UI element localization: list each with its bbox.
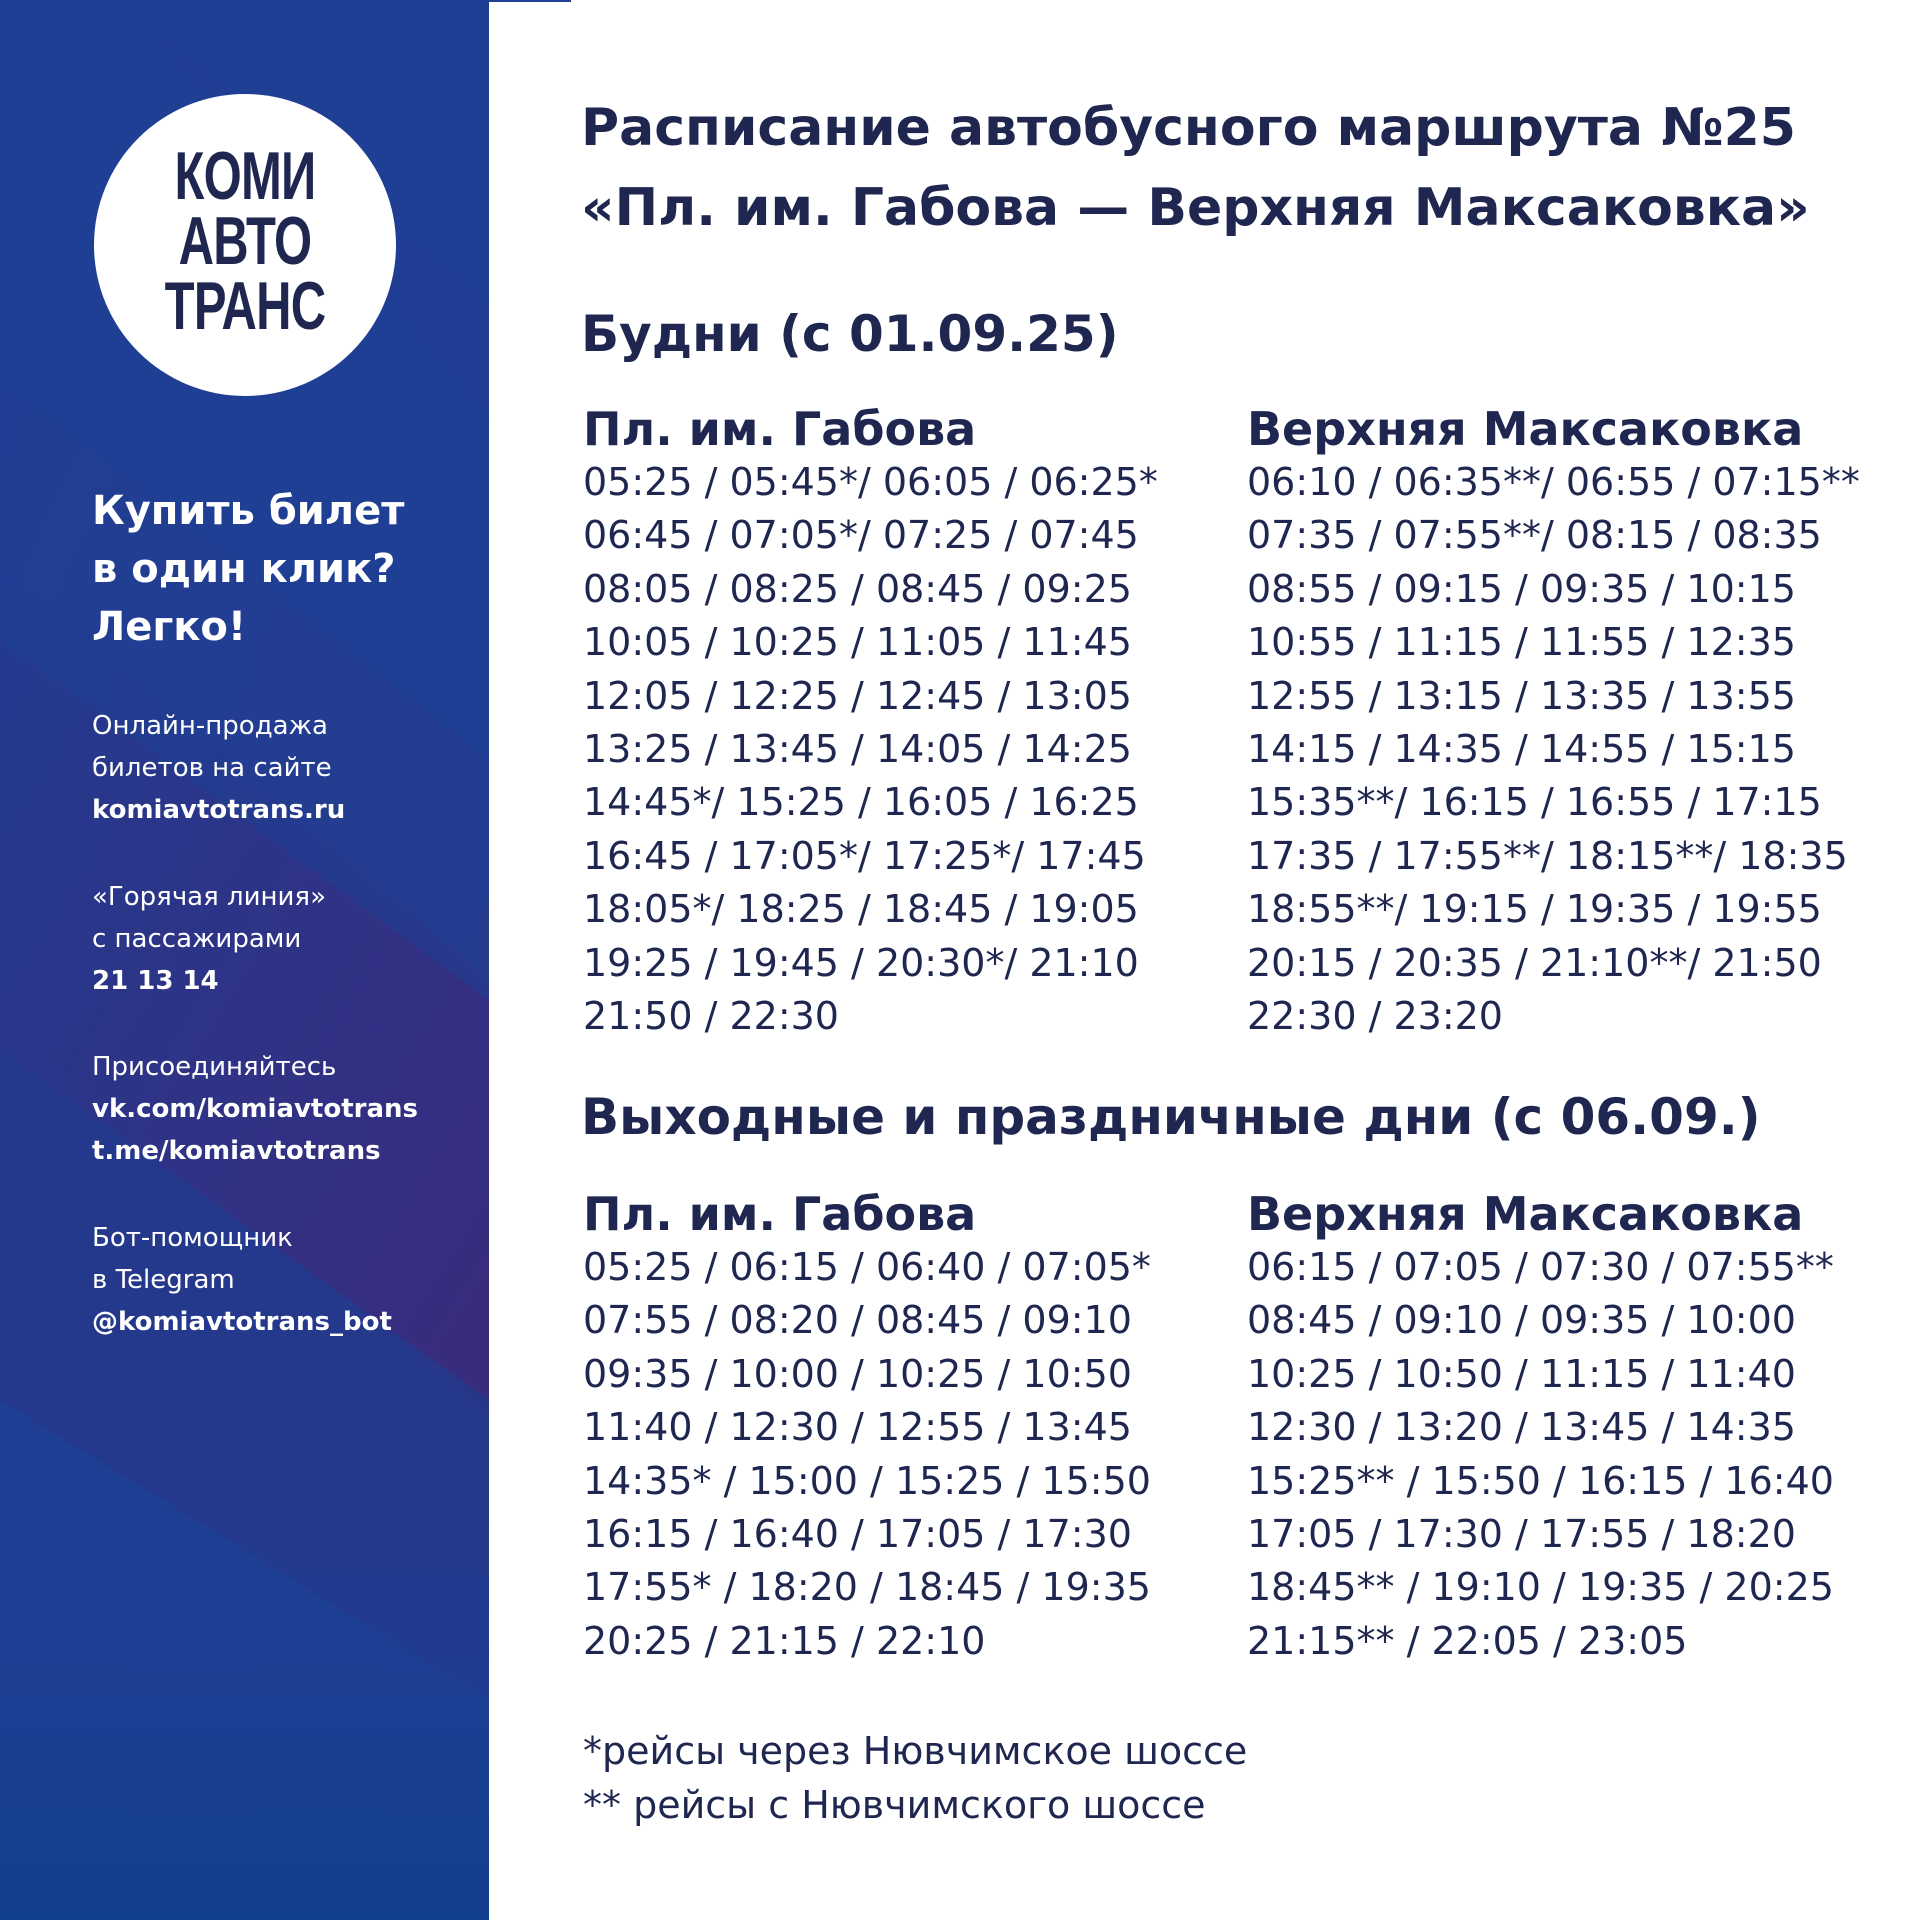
footnotes — [583, 1724, 1247, 1832]
weekday-gabova-column — [583, 400, 1223, 1043]
website-link[interactable]: komiavtotrans.ru — [92, 795, 346, 825]
weekend-maksakovka-times-row: 17:05 / 17:30 / 17:55 / 18:20 — [1247, 1512, 1796, 1557]
weekend-gabova-times-row: 05:25 / 06:15 / 06:40 / 07:05* — [583, 1245, 1151, 1289]
weekday-maksakovka-times-row: 15:35**/ 16:15 / 16:55 / 17:15 — [1247, 780, 1822, 825]
bot-block — [92, 1217, 482, 1343]
weekend-gabova-heading: Пл. им. Габова — [583, 1187, 977, 1241]
weekday-maksakovka-times-row: 18:55**/ 19:15 / 19:35 / 19:55 — [1247, 887, 1822, 932]
top-divider — [489, 0, 571, 2]
page-title — [581, 88, 1881, 248]
weekend-gabova-times-row: 11:40 / 12:30 / 12:55 / 13:45 — [583, 1405, 1132, 1450]
weekday-section-title: Будни (с 01.09.25) — [581, 305, 1119, 363]
promo-line-2: в один клик? — [92, 546, 396, 592]
weekday-gabova-times-row: 06:45 / 07:05*/ 07:25 / 07:45 — [583, 513, 1139, 558]
telegram-link[interactable]: t.me/komiavtotrans — [92, 1136, 381, 1166]
weekend-maksakovka-times-row: 06:15 / 07:05 / 07:30 / 07:55** — [1247, 1245, 1834, 1289]
weekend-gabova-times-row: 17:55* / 18:20 / 18:45 / 19:35 — [583, 1565, 1151, 1610]
weekday-maksakovka-times-row: 10:55 / 11:15 / 11:55 / 12:35 — [1247, 620, 1796, 665]
weekend-maksakovka-column — [1247, 1185, 1887, 1668]
weekend-section-title: Выходные и праздничные дни (с 06.09.) — [581, 1088, 1761, 1146]
weekend-maksakovka-times-row: 21:15** / 22:05 / 23:05 — [1247, 1618, 1688, 1663]
weekday-maksakovka-column — [1247, 400, 1887, 1043]
weekday-gabova-times-row: 05:25 / 05:45*/ 06:05 / 06:25* — [583, 460, 1158, 504]
weekday-gabova-heading: Пл. им. Габова — [583, 402, 977, 456]
weekend-maksakovka-times-row: 18:45** / 19:10 / 19:35 / 20:25 — [1247, 1565, 1834, 1610]
online-sales-line-1: Онлайн-продажа — [92, 711, 328, 741]
hotline-phone[interactable]: 21 13 14 — [92, 966, 219, 996]
bot-line-1: Бот-помощник — [92, 1223, 293, 1253]
logo-text-line-3: ТРАНС — [164, 268, 326, 344]
komiavtotrans-logo — [94, 94, 396, 396]
weekend-maksakovka-times-row: 15:25** / 15:50 / 16:15 / 16:40 — [1247, 1458, 1834, 1503]
logo-text-line-2: АВТО — [178, 203, 312, 279]
social-block — [92, 1046, 482, 1172]
weekday-gabova-times-row: 16:45 / 17:05*/ 17:25*/ 17:45 — [583, 833, 1146, 878]
weekend-gabova-times-row: 07:55 / 08:20 / 08:45 / 09:10 — [583, 1298, 1132, 1343]
footnote-double-asterisk: ** рейсы с Нювчимского шоссе — [583, 1783, 1206, 1827]
weekend-gabova-times-row: 09:35 / 10:00 / 10:25 / 10:50 — [583, 1351, 1132, 1396]
weekday-gabova-times-row: 12:05 / 12:25 / 12:45 / 13:05 — [583, 673, 1132, 718]
promo-line-1: Купить билет — [92, 488, 405, 534]
vk-link[interactable]: vk.com/komiavtotrans — [92, 1094, 419, 1124]
weekday-maksakovka-times-row: 17:35 / 17:55**/ 18:15**/ 18:35 — [1247, 833, 1848, 878]
weekday-gabova-times-row: 13:25 / 13:45 / 14:05 / 14:25 — [583, 727, 1132, 772]
weekday-maksakovka-heading: Верхняя Максаковка — [1247, 402, 1804, 456]
weekday-gabova-times-row: 19:25 / 19:45 / 20:30*/ 21:10 — [583, 940, 1139, 985]
weekday-maksakovka-times-row: 07:35 / 07:55**/ 08:15 / 08:35 — [1247, 513, 1822, 558]
weekend-maksakovka-times-row: 08:45 / 09:10 / 09:35 / 10:00 — [1247, 1298, 1796, 1343]
weekend-maksakovka-times-row: 10:25 / 10:50 / 11:15 / 11:40 — [1247, 1351, 1796, 1396]
bot-line-2: в Telegram — [92, 1265, 235, 1295]
online-sales-line-2: билетов на сайте — [92, 753, 332, 783]
online-sales-block — [92, 705, 482, 831]
weekend-maksakovka-times-row: 12:30 / 13:20 / 13:45 / 14:35 — [1247, 1405, 1796, 1450]
promo-line-3: Легко! — [92, 604, 247, 650]
social-line-1: Присоединяйтесь — [92, 1052, 337, 1082]
promo-text — [92, 482, 472, 656]
hotline-line-1: «Горячая линия» — [92, 882, 326, 912]
weekday-maksakovka-times-row: 06:10 / 06:35**/ 06:55 / 07:15** — [1247, 460, 1860, 504]
weekend-maksakovka-heading: Верхняя Максаковка — [1247, 1187, 1804, 1241]
weekday-gabova-times-row: 21:50 / 22:30 — [583, 994, 839, 1039]
sidebar — [0, 0, 489, 1920]
hotline-block — [92, 876, 482, 1002]
footnote-single-asterisk: *рейсы через Нювчимское шоссе — [583, 1729, 1248, 1773]
weekday-maksakovka-times-row: 08:55 / 09:15 / 09:35 / 10:15 — [1247, 566, 1796, 611]
weekday-gabova-times-row: 10:05 / 10:25 / 11:05 / 11:45 — [583, 620, 1132, 665]
weekend-gabova-times-row: 16:15 / 16:40 / 17:05 / 17:30 — [583, 1512, 1132, 1557]
page-title-line-1: Расписание автобусного маршрута №25 — [581, 98, 1796, 158]
weekday-maksakovka-times-row: 14:15 / 14:35 / 14:55 / 15:15 — [1247, 727, 1796, 772]
bot-handle-link[interactable]: @komiavtotrans_bot — [92, 1307, 392, 1337]
weekday-maksakovka-times-row: 22:30 / 23:20 — [1247, 994, 1503, 1039]
weekday-maksakovka-times-row: 20:15 / 20:35 / 21:10**/ 21:50 — [1247, 940, 1822, 985]
page-title-line-2: «Пл. им. Габова — Верхняя Максаковка» — [581, 178, 1810, 238]
weekday-gabova-times-row: 08:05 / 08:25 / 08:45 / 09:25 — [583, 566, 1132, 611]
weekday-gabova-times-row: 14:45*/ 15:25 / 16:05 / 16:25 — [583, 780, 1139, 825]
weekend-gabova-column — [583, 1185, 1223, 1668]
weekend-gabova-times-row: 14:35* / 15:00 / 15:25 / 15:50 — [583, 1458, 1151, 1503]
hotline-line-2: с пассажирами — [92, 924, 302, 954]
weekend-gabova-times-row: 20:25 / 21:15 / 22:10 — [583, 1618, 986, 1663]
logo-text-line-1: КОМИ — [174, 138, 316, 214]
weekday-gabova-times-row: 18:05*/ 18:25 / 18:45 / 19:05 — [583, 887, 1139, 932]
weekday-maksakovka-times-row: 12:55 / 13:15 / 13:35 / 13:55 — [1247, 673, 1796, 718]
